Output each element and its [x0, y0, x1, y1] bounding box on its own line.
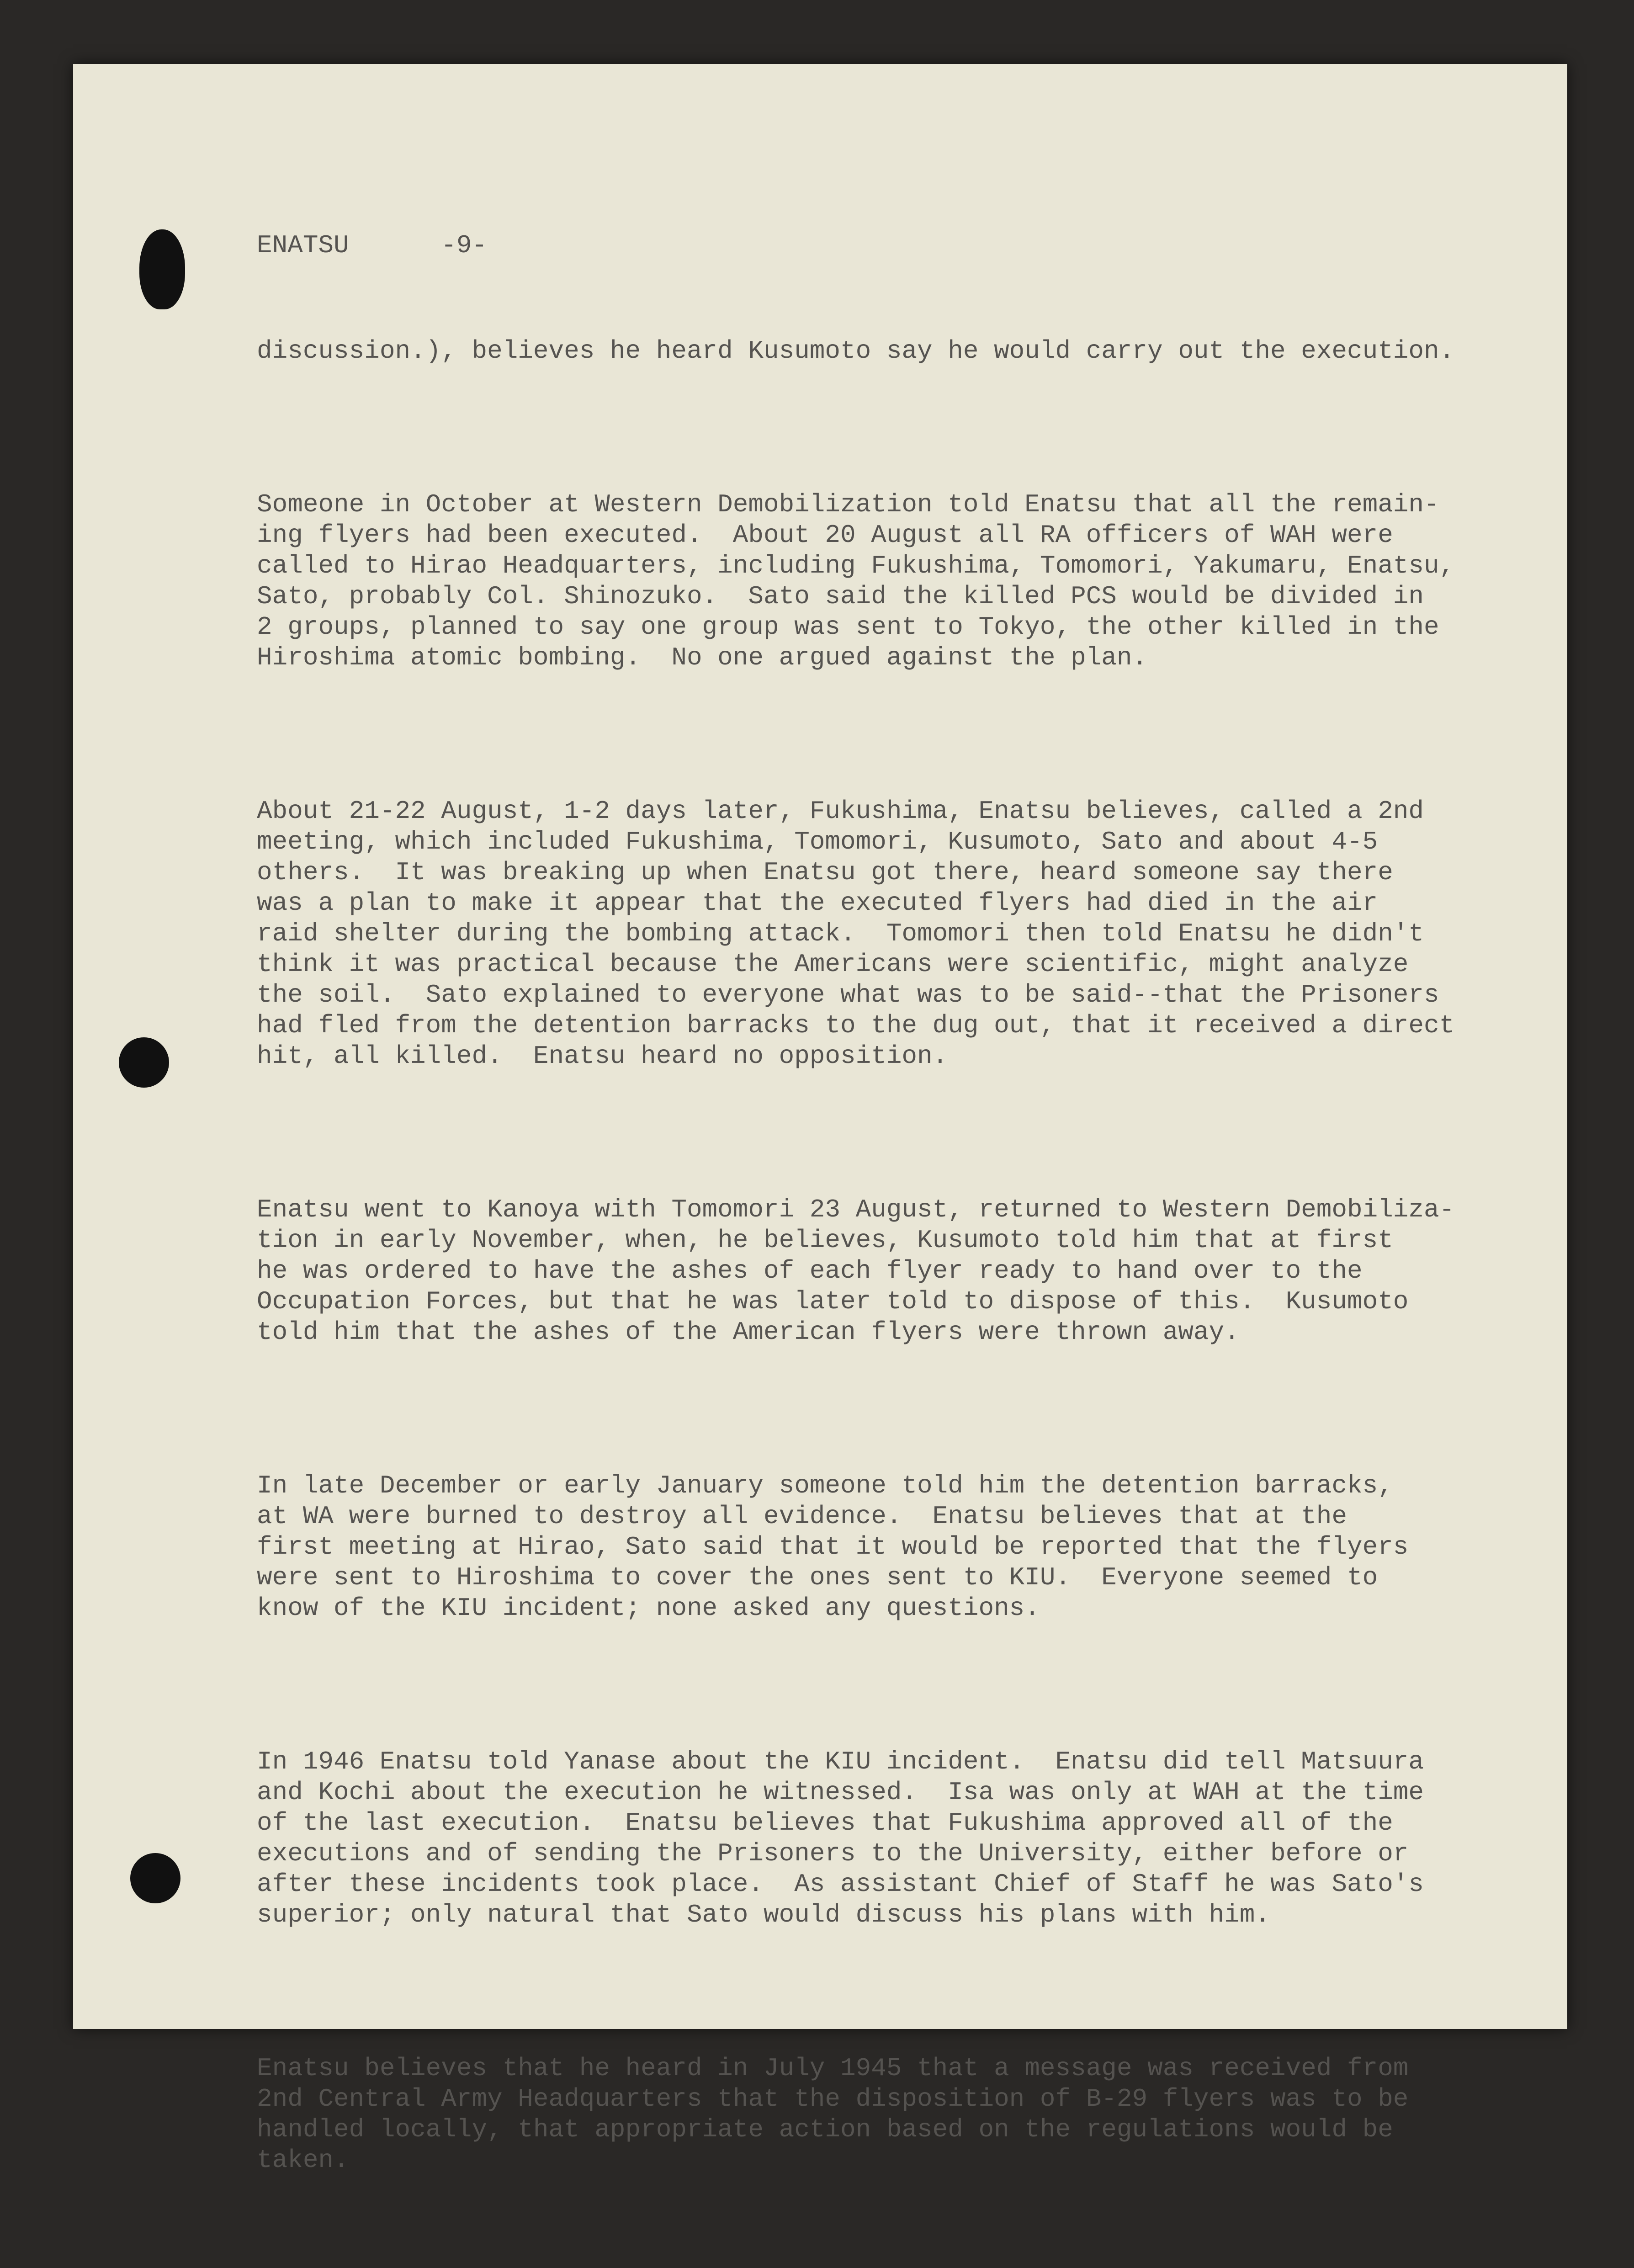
punch-hole-bottom	[130, 1853, 180, 1903]
text-line: Enatsu believes that he heard in July 1945 that a message was received from	[257, 2054, 1409, 2083]
text-line: were sent to Hiroshima to cover the ones sent to KIU. Everyone seemed to	[257, 1563, 1378, 1592]
text-line: raid shelter during the bombing attack. Tomomori then told Enatsu he didn't	[257, 919, 1424, 948]
paragraph-2	[257, 796, 1527, 1072]
text-line: of the last execution. Enatsu believes that Fukushima approved all of the	[257, 1808, 1393, 1838]
text-line: taken.	[257, 2146, 349, 2175]
paragraph-3	[257, 1195, 1527, 1348]
punch-hole-top	[139, 229, 185, 309]
text-line: called to Hirao Headquarters, including Fukushima, Tomomori, Yakumaru, Enatsu,	[257, 551, 1455, 580]
text-line: hit, all killed. Enatsu heard no opposition.	[257, 1041, 948, 1071]
text-line: and Kochi about the execution he witnessed. Isa was only at WAH at the time	[257, 1778, 1424, 1807]
document-page	[73, 64, 1567, 2175]
text-line: meeting, which included Fukushima, Tomomori, Kusumoto, Sato and about 4-5	[257, 827, 1378, 856]
text-line: 2nd Central Army Headquarters that the disposition of B-29 flyers was to be	[257, 2084, 1409, 2114]
text-line: Enatsu went to Kanoya with Tomomori 23 August, returned to Western Demobiliza-	[257, 1195, 1455, 1224]
text-line: he was ordered to have the ashes of each flyer ready to hand over to the	[257, 1256, 1363, 1285]
text-line: About 21-22 August, 1-2 days later, Fukushima, Enatsu believes, called a 2nd	[257, 797, 1424, 826]
page-number: -9-	[441, 231, 488, 260]
text-line: at WA were burned to destroy all evidence. Enatsu believes that at the	[257, 1502, 1347, 1531]
text-line: after these incidents took place. As assistant Chief of Staff he was Sato's	[257, 1870, 1424, 1899]
text-line: 2 groups, planned to say one group was sent to Tokyo, the other killed in the	[257, 612, 1439, 642]
text-line: first meeting at Hirao, Sato said that it would be reported that the flyers	[257, 1532, 1409, 1562]
text-line: tion in early November, when, he believes, Kusumoto told him that at first	[257, 1226, 1393, 1255]
text-line: ing flyers had been executed. About 20 August all RA officers of WAH were	[257, 521, 1393, 550]
text-line: handled locally, that appropriate action based on the regulations would be	[257, 2115, 1393, 2144]
paragraph-6	[257, 2053, 1527, 2176]
text-line: executions and of sending the Prisoners to the University, either before or	[257, 1839, 1409, 1868]
text-line: had fled from the detention barracks to the dug out, that it received a direct	[257, 1011, 1455, 1040]
header-name: ENATSU	[257, 231, 349, 260]
text-line: the soil. Sato explained to everyone what was to be said--that the Prisoners	[257, 980, 1439, 1009]
paragraph-1	[257, 489, 1527, 673]
page-header	[257, 230, 1527, 261]
text-line: think it was practical because the Americans were scientific, might analyze	[257, 950, 1409, 979]
text-line: Hiroshima atomic bombing. No one argued against the plan.	[257, 643, 1148, 672]
punch-hole-middle	[119, 1037, 169, 1088]
text-line: Sato, probably Col. Shinozuko. Sato said the killed PCS would be divided in	[257, 582, 1424, 611]
text-line: know of the KIU incident; none asked any questions.	[257, 1593, 1040, 1623]
text-line: In late December or early January someone told him the detention barracks,	[257, 1471, 1393, 1500]
text-line: Someone in October at Western Demobilization told Enatsu that all the remain-	[257, 490, 1439, 519]
paragraph-5	[257, 1747, 1527, 1930]
paragraph-4	[257, 1471, 1527, 1624]
text-line: was a plan to make it appear that the executed flyers had died in the air	[257, 888, 1378, 918]
text-line: Occupation Forces, but that he was later told to dispose of this. Kusumoto	[257, 1287, 1409, 1316]
text-line: others. It was breaking up when Enatsu got there, heard someone say there	[257, 858, 1393, 887]
continuation-line: discussion.), believes he heard Kusumoto say he would carry out the execution.	[257, 336, 1455, 366]
text-line: In 1946 Enatsu told Yanase about the KIU incident. Enatsu did tell Matsuura	[257, 1747, 1424, 1776]
typed-text	[257, 169, 1527, 2268]
text-line: told him that the ashes of the American flyers were thrown away.	[257, 1317, 1240, 1347]
text-line: superior; only natural that Sato would discuss his plans with him.	[257, 1900, 1270, 1929]
